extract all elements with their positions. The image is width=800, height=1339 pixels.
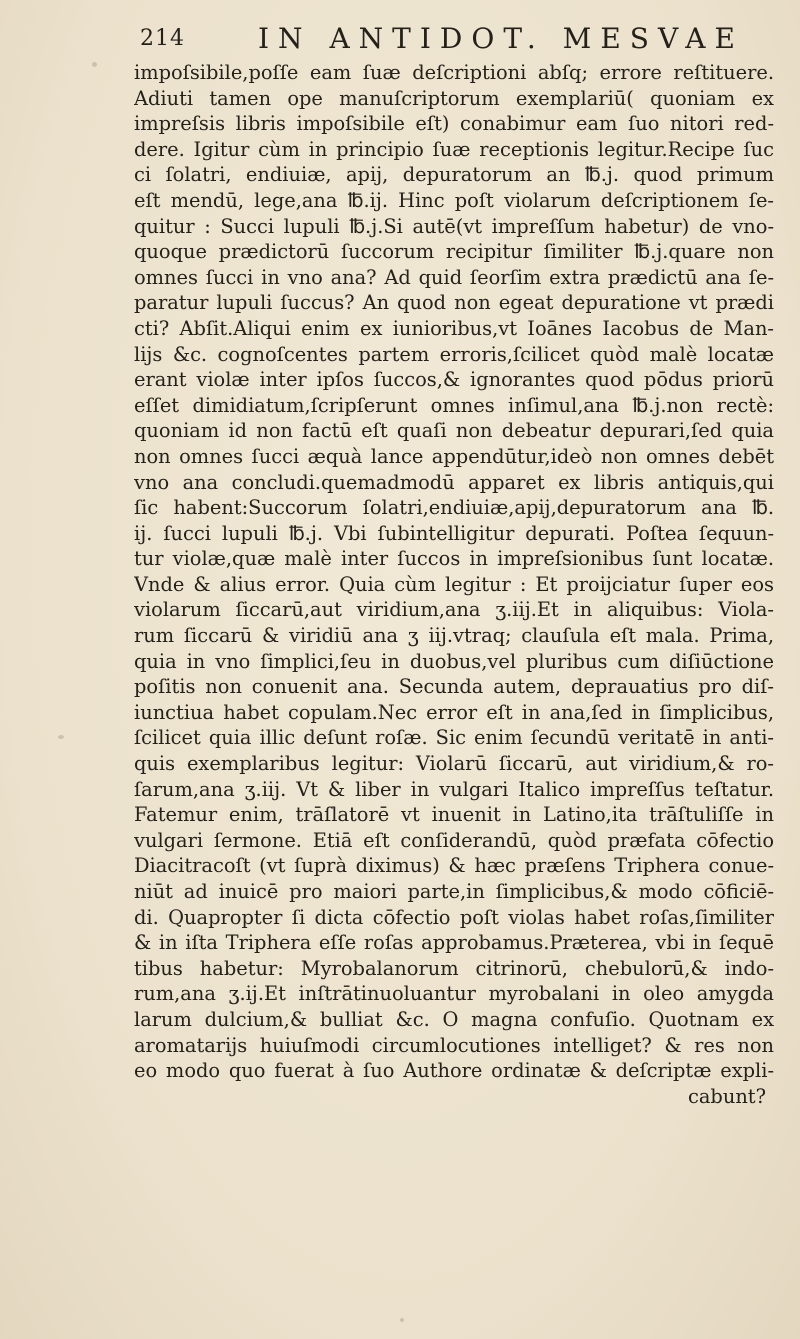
running-title: IN ANTIDOT. MESVAE xyxy=(258,22,744,55)
text-line-last: cabunt? xyxy=(688,1084,766,1108)
ink-spot xyxy=(400,1318,404,1322)
text-line: ci ſolatri, endiuiæ, apij, depuratorum an ℔.j. quod primum xyxy=(134,163,774,187)
text-line: quia in vno ſimplici,ſeu in duobus,vel pluribus cum diſiūctione xyxy=(134,649,774,673)
text-line: quoque prædictorū ſuccorum recipitur ſimiliter ℔.j.quare non xyxy=(134,240,774,264)
text-line: ſcilicet quia illic deſunt roſæ. Sic enim ſecundū veritatē in anti- xyxy=(134,726,774,750)
text-line: rum ſiccarū & viridiū ana ʒ iij.vtraq; clauſula eſt mala. Prima, xyxy=(134,624,774,648)
page-header xyxy=(140,22,770,56)
text-line: dere. Igitur cùm in principio ſuæ receptionis legitur.Recipe ſuc xyxy=(134,137,774,161)
text-line: vno ana concludi.quemadmodū apparet ex libris antiquis,qui xyxy=(134,470,774,494)
text-line: iunctiua habet copulam.Nec error eſt in ana,ſed in ſimplicibus, xyxy=(134,700,774,724)
text-line: & in iſta Triphera eſſe roſas approbamus.Præterea, vbi in ſequē xyxy=(134,931,774,955)
text-line: impreſsis libris impoſsibile eſt) conabimur eam ſuo nitori red- xyxy=(134,112,774,136)
text-line: quitur : Succi lupuli ℔.j.Si autē(vt impreſſum habetur) de vno- xyxy=(134,214,774,238)
text-line: rum,ana ʒ.ij.Et inſtrātinuoluantur myrobalani in oleo amygda xyxy=(134,982,774,1006)
text-line: non omnes ſucci æquà lance appendūtur,ideò non omnes debēt xyxy=(134,444,774,468)
text-line: violarum ſiccarū,aut viridium,ana ʒ.iij.Et in aliquibus: Viola- xyxy=(134,598,774,622)
text-line: erant violæ inter ipſos ſuccos,& ignorantes quod pōdus priorū xyxy=(134,368,774,392)
text-line: omnes ſucci in vno ana? Ad quid ſeorſim extra prædictū ana ſe- xyxy=(134,265,774,289)
text-line: niūt ad inuicē pro maiori parte,in ſimplicibus,& modo cōficiē- xyxy=(134,880,774,903)
text-line: quis exemplaribus legitur: Violarū ſiccarū, aut viridium,& ro- xyxy=(134,752,774,776)
text-line: cti? Abſit.Aliqui enim ex iunioribus,vt Ioānes Iacobus de Man- xyxy=(134,316,774,340)
text-line: Diacitracoſt (vt ſuprà diximus) & hæc præſens Triphera conue- xyxy=(134,854,774,878)
text-line: lijs &c. cognoſcentes partem erroris,ſcilicet quòd malè locatæ xyxy=(134,342,774,366)
text-line: poſitis non conuenit ana. Secunda autem, deprauatius pro diſ- xyxy=(134,675,774,699)
text-line: paratur lupuli ſuccus? An quod non egeat depuratione vt prædi xyxy=(134,291,774,315)
text-line: tibus habetur: Myrobalanorum citrinorū, chebulorū,& indo- xyxy=(134,956,774,980)
ink-spot xyxy=(58,735,64,739)
text-line: ſarum,ana ʒ.iij. Vt & liber in vulgari Italico impreſſus teſtatur. xyxy=(134,777,774,801)
text-line: Fatemur enim, trāſlatorē vt inuenit in Latino,ita trāſtuliſſe in xyxy=(134,803,774,827)
text-line: eo modo quo fuerat à ſuo Authore ordinatæ & deſcriptæ expli- xyxy=(134,1059,774,1083)
ink-spot xyxy=(92,62,97,67)
text-line: impoſsibile,poſſe eam ſuæ deſcriptioni abſq; errore reſtituere. xyxy=(134,61,774,84)
text-line: ij. ſucci lupuli ℔.j. Vbi ſubintelligitur depurati. Poſtea ſequun- xyxy=(134,521,774,545)
text-line: vulgari ſermone. Etiā eſt conſiderandū, quòd præfata cōfectio xyxy=(134,828,774,852)
page-number: 214 xyxy=(140,26,185,51)
text-line: eſt mendū, lege,ana ℔.ij. Hinc poſt violarum deſcriptionem ſe- xyxy=(134,188,774,212)
text-line: eſſet dimidiatum,ſcripſerunt omnes inſimul,ana ℔.j.non rectè: xyxy=(134,393,774,417)
text-line: larum dulcium,& bulliat &c. O magna confuſio. Quotnam ex xyxy=(134,1007,774,1031)
text-line: ſic habent:Succorum ſolatri,endiuiæ,apij,depuratorum ana ℔. xyxy=(134,496,774,520)
text-line: Adiuti tamen ope manuſcriptorum exemplariū( quoniam ex xyxy=(134,86,774,110)
text-line: aromatarijs huiuſmodi circumlocutiones intelliget? & res non xyxy=(134,1033,774,1057)
text-line: quoniam id non factū eſt quaſi non debeatur depurari,ſed quia xyxy=(134,419,774,443)
body-text xyxy=(134,60,774,1109)
text-line: tur violæ,quæ malè inter ſuccos in impreſsionibus ſunt locatæ. xyxy=(134,547,774,571)
text-line: Vnde & alius error. Quia cùm legitur : Et proijciatur ſuper eos xyxy=(134,572,774,596)
text-line: di. Quapropter ſi dicta cōfectio poſt violas habet roſas,ſimiliter xyxy=(134,905,774,929)
